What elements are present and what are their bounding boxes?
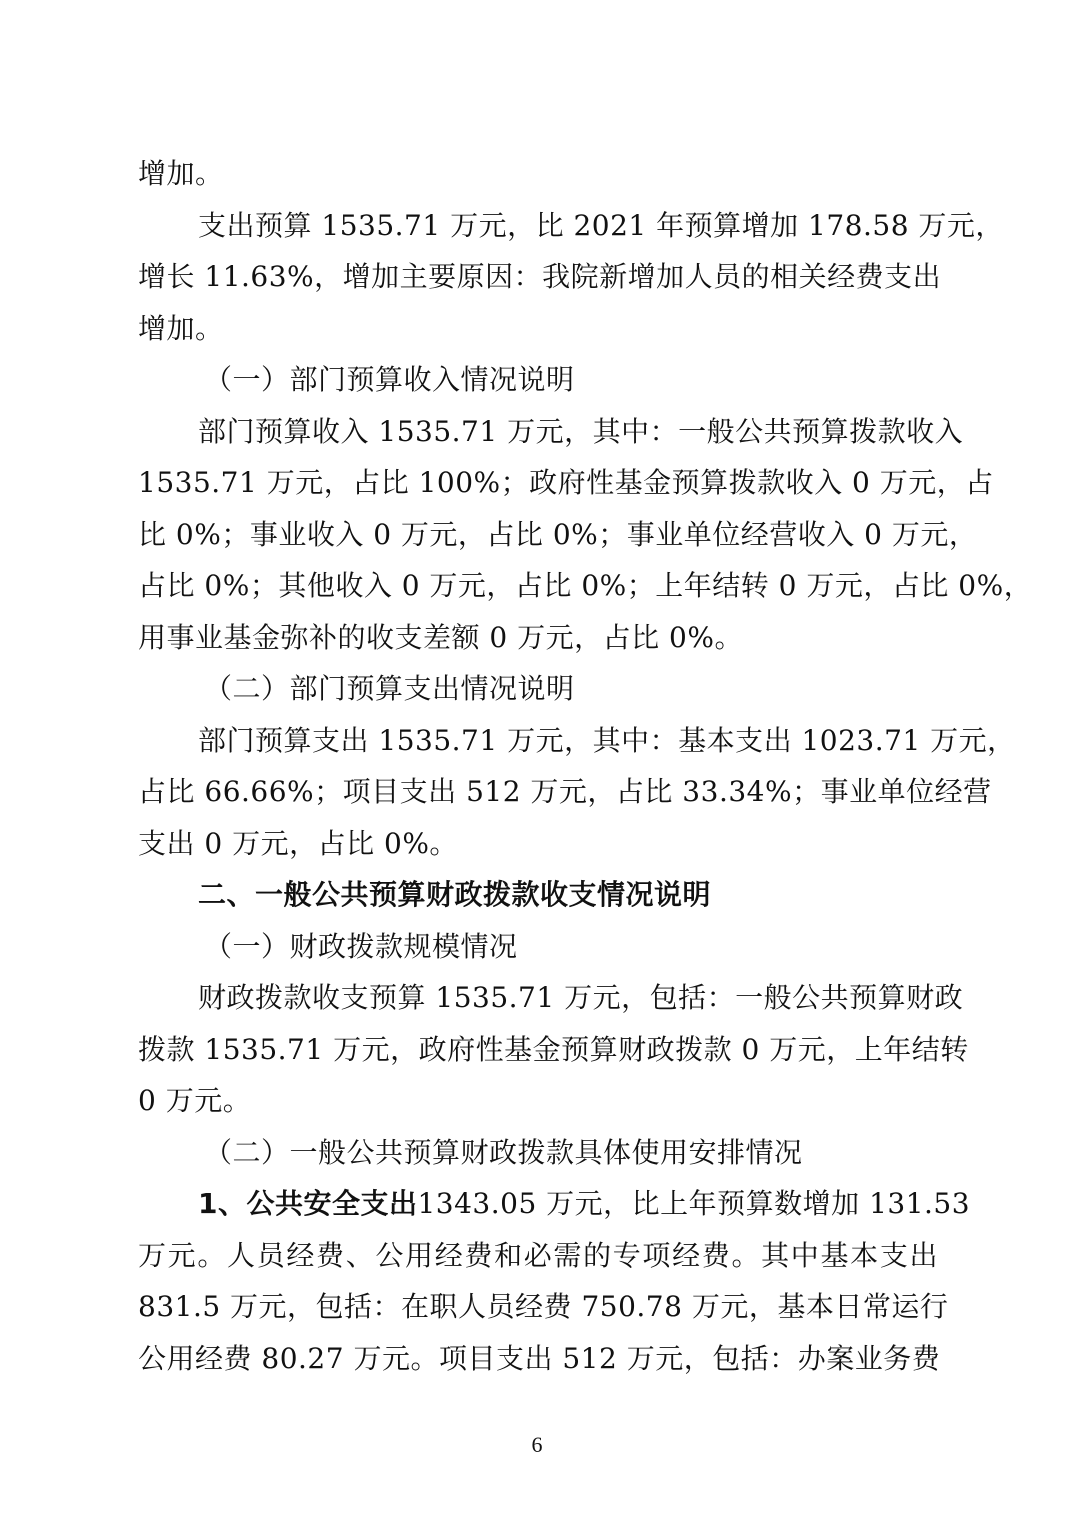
line-text: 支出 0 万元，占比 0%。 xyxy=(138,826,458,860)
line-text: （一）财政拨款规模情况 xyxy=(204,929,518,963)
text-line xyxy=(138,148,938,200)
line-text: 用事业基金弥补的收支差额 0 万元，占比 0%。 xyxy=(138,620,743,654)
text-line xyxy=(138,869,938,921)
line-text: 增长 11.63%，增加主要原因：我院新增加人员的相关经费支出 xyxy=(138,260,942,293)
text-line xyxy=(138,663,938,715)
text-line xyxy=(138,200,1004,252)
line-text: 1535.71 万元，占比 100%；政府性基金预算拨款收入 0 万元，占 xyxy=(138,466,994,499)
line-text: 0 万元。 xyxy=(138,1084,252,1117)
line-text: 公用经费 80.27 万元。项目支出 512 万元，包括：办案业务费 xyxy=(138,1341,941,1375)
text-line xyxy=(138,560,1033,612)
text-line xyxy=(138,1333,941,1385)
page-number: 6 xyxy=(531,1432,543,1457)
line-text: （二）部门预算支出情况说明 xyxy=(204,672,575,705)
text-line xyxy=(138,1127,938,1179)
line-text: 万元。人员经费、公用经费和必需的专项经费。其中基本支出 xyxy=(138,1238,938,1272)
line-text: （一）部门预算收入情况说明 xyxy=(204,363,575,396)
text-line xyxy=(138,457,994,509)
line-text: 部门预算支出 1535.71 万元，其中：基本支出 1023.71 万元， xyxy=(198,723,1016,757)
body-text xyxy=(138,148,1033,1384)
line-text: 831.5 万元，包括：在职人员经费 750.78 万元，基本日常运行 xyxy=(138,1290,949,1323)
line-text: 占比 0%；其他收入 0 万元，占比 0%；上年结转 0 万元，占比 0%， xyxy=(138,569,1033,602)
text-line xyxy=(138,766,992,818)
text-line xyxy=(138,303,938,355)
line-text: 拨款 1535.71 万元，政府性基金预算财政拨款 0 万元，上年结转 xyxy=(138,1032,969,1066)
text-line xyxy=(138,251,942,303)
line-text: 二、一般公共预算财政拨款收支情况说明 xyxy=(198,878,712,911)
text-line xyxy=(138,354,938,406)
line-text: 比 0%；事业收入 0 万元，占比 0%；事业单位经营收入 0 万元， xyxy=(138,517,978,551)
text-line xyxy=(138,1281,949,1333)
line-text: 1343.05 万元，比上年预算数增加 131.53 xyxy=(417,1187,971,1220)
line-text: 占比 66.66%；项目支出 512 万元，占比 33.34%；事业单位经营 xyxy=(138,775,992,808)
text-line xyxy=(138,1075,938,1127)
text-line xyxy=(138,612,938,664)
line-text: （二）一般公共预算财政拨款具体使用安排情况 xyxy=(204,1135,803,1169)
text-line xyxy=(138,1230,938,1282)
line-text: 增加。 xyxy=(138,157,224,190)
line-text: 部门预算收入 1535.71 万元，其中：一般公共预算拨款收入 xyxy=(198,414,964,448)
text-line xyxy=(138,509,978,561)
section-label: 1、公共安全支出 xyxy=(198,1187,418,1220)
text-line xyxy=(138,1024,969,1076)
text-line xyxy=(138,921,938,973)
line-text: 财政拨款收支预算 1535.71 万元，包括：一般公共预算财政 xyxy=(198,981,964,1014)
text-line xyxy=(138,715,1016,767)
line-text: 增加。 xyxy=(138,311,224,345)
text-line xyxy=(138,406,964,458)
text-line xyxy=(138,972,964,1024)
text-line xyxy=(138,818,938,870)
text-line xyxy=(138,1178,971,1230)
line-text: 支出预算 1535.71 万元，比 2021 年预算增加 178.58 万元， xyxy=(198,208,1004,242)
